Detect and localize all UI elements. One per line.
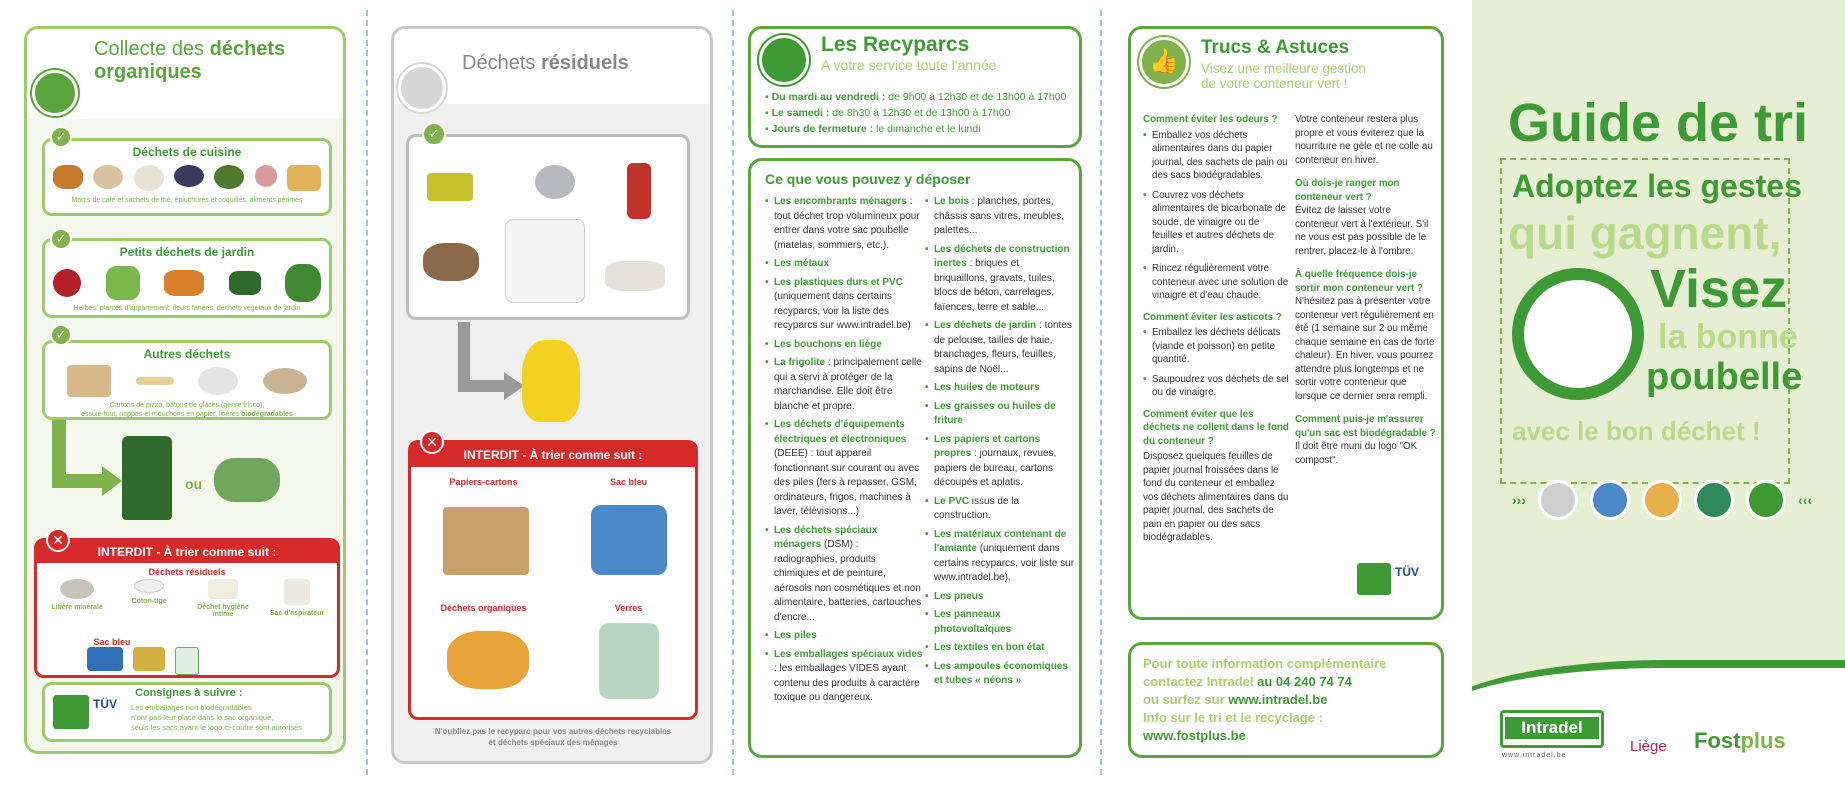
q-storage: Où dois-je ranger mon conteneur vert ? (1295, 178, 1400, 203)
contact-phone[interactable]: au 04 240 74 74 (1257, 674, 1352, 689)
check-icon-residual: ✓ (422, 122, 446, 146)
arrow-head (102, 466, 122, 496)
fold-line-2 (732, 10, 734, 775)
sandwich-icon (287, 165, 321, 191)
mineral-litter-icon (60, 579, 94, 599)
vegetable-peel-icon (214, 165, 244, 189)
deposit-item-label: Les déchets de construction inertes (934, 243, 1070, 269)
tips-col-right (1295, 113, 1437, 467)
vacuum-bag-icon (284, 579, 310, 605)
milk-carton-icon (175, 647, 199, 675)
forbidden-item (47, 579, 107, 618)
odors-list (1143, 129, 1291, 303)
caption-line-2-bold: biodégradables (241, 411, 293, 418)
recyparcs-title: Les Recyparcs (821, 33, 970, 56)
tuv-logo: TÜV (93, 697, 117, 711)
organic-forbidden-title: INTERDIT - À trier comme suit : (37, 541, 337, 563)
ok-compost-logo-2 (1357, 563, 1391, 595)
footer-line-2: et déchets spéciaux des ménages (488, 738, 618, 747)
fold-line-3 (1100, 10, 1102, 775)
green-bin-icon (122, 436, 172, 520)
mussel-icon (174, 165, 204, 187)
residual-footer (408, 726, 698, 748)
plastic-tray-icon (87, 647, 123, 671)
deposit-item (765, 629, 923, 644)
q-odors: Comment éviter les odeurs ? (1143, 114, 1278, 125)
deposit-item-label: Les pneus (934, 590, 984, 602)
tissue-icon (198, 367, 238, 395)
contact-text (1143, 655, 1386, 745)
panel-residual (388, 0, 718, 785)
plus-text: plus (1740, 728, 1786, 753)
contact-intradel: contactez Intradel (1143, 674, 1258, 689)
forbidden-item-label: Coton-tige (131, 598, 167, 605)
hours-value: de 8h30 à 12h30 et de 13h00 à 17h00 (829, 107, 1011, 119)
yellow-bag-icon (522, 340, 580, 422)
deposit-item (925, 495, 1075, 524)
tips-title: Trucs & Astuces (1201, 37, 1350, 58)
deposit-item-text: : les emballages VIDES ayant contenu des produits à caractère toxique ou dangereux. (774, 663, 920, 703)
forbidden-item (191, 579, 255, 618)
q-biodegradable: Comment puis-je m'assurer qu'un sac est biodégradable ? (1295, 414, 1436, 439)
cover-line-2: qui gagnent, (1508, 207, 1782, 259)
vacuum-bag-residual-icon (505, 219, 585, 303)
frequency-answer: N'hésitez pas à présenter votre conteneur vert régulièrement en été (1 semaine sur 2 ou même chaque semaine en cas de forte chaleur). En hiver, vous pourrez attendre plus longtemps et ne sortir votre conteneur que lorsque ce dernier sera rempli. (1295, 296, 1435, 402)
deposit-item (925, 590, 1075, 605)
residual-arrow-head (504, 372, 524, 400)
hours-value: de 9h00 à 12h30 et de 13h00 à 17h00 (885, 91, 1067, 103)
recyparc-icon (759, 35, 809, 85)
contact-box (1128, 642, 1444, 758)
residual-forbidden-box (408, 440, 698, 720)
forbidden-item-label: Déchet hygiène intime (197, 604, 249, 618)
residual-title-a: Déchets (462, 52, 541, 74)
tips-col-left (1143, 113, 1291, 545)
residual-subtitle: Déchets résiduels (148, 567, 226, 577)
contact-line (1143, 691, 1386, 709)
residual-items-box (406, 134, 690, 320)
tip-item: • Couvrez vos déchets alimentaires de bicarbonate de soude, de vinaigre ou de feuilles et autres déchets de jardin. (1143, 189, 1291, 257)
deposit-item-text: : tontes de pelouse, tailles de haie, branchages, fleurs, feuilles, sapins de Noël... (934, 320, 1072, 375)
panel-tips (1124, 0, 1446, 785)
shoe-icon (423, 243, 479, 281)
kitchen-waste-box (42, 138, 332, 216)
deposit-item-text: : tout déchet trop volumineux pour entrer dans votre sac poubelle (matelas, sommiers, etc.). (774, 196, 920, 251)
fostplus-logo (1694, 728, 1786, 754)
branch-icon (229, 271, 261, 295)
tip-item: • Rincez régulièrement votre conteneur avec une solution de vinaigre et d'eau chaude. (1143, 262, 1291, 303)
garden-waste-box (42, 238, 332, 318)
thumbs-up-icon: 👍 (1139, 37, 1189, 87)
cover-line-5: poubelle (1646, 356, 1803, 398)
hours-row: • Jours de fermeture : le dimanche et le lundi (765, 123, 981, 135)
leaf-hand-icon (32, 70, 78, 116)
pmc-icon (1590, 480, 1630, 520)
hours-row: • Le samedi : de 8h30 à 12h30 et de 13h00 à 17h00 (765, 107, 1011, 119)
kitchen-waste-images (53, 165, 321, 193)
deposit-item (925, 381, 1075, 396)
tuv-logo-2: TÜV (1395, 565, 1419, 579)
deposit-title: Ce que vous pouvez y déposer (765, 171, 971, 187)
deposit-item (765, 648, 923, 706)
deposit-item-text: : principalement celle qui a servi à protéger de la marchandise. Elle doit être blanche et propre. (774, 357, 922, 412)
blue-bag-items-icon (591, 505, 667, 575)
forbidden-x-icon-2: ✕ (420, 430, 444, 454)
bag-roll-icon (214, 458, 280, 502)
organic-title (94, 38, 285, 84)
cover-title: Guide de tri (1508, 93, 1809, 153)
cover-line-4: la bonne (1658, 318, 1798, 356)
deposit-item-text: (uniquement dans certains recyparcs, voir la liste des recyparcs sur www.intradel.be) (774, 291, 911, 331)
deposit-item-label: Les matériaux contenant de l'amiante (934, 528, 1067, 554)
deposit-item-label: Les emballages spéciaux vides (774, 648, 923, 660)
residual-forbidden-title: INTERDIT - À trier comme suit : (411, 443, 695, 467)
deposit-item-text: (DEEE) : tout appareil fonctionnant sur courant ou avec des piles (fers à repasser, GSM, ordinateurs, frigos, machines à laver, télévisions...) (774, 448, 920, 517)
cat-paper-label: Papiers-cartons (449, 477, 518, 487)
blue-bag-images (87, 647, 199, 675)
residual-bag-icon (1538, 480, 1578, 520)
litter-icon (263, 368, 307, 394)
deposit-item-label: Les déchets de jardin (934, 320, 1037, 331)
sponge-icon (427, 173, 473, 201)
deposit-item (925, 433, 1075, 491)
forbidden-item (267, 579, 327, 618)
hygiene-item-icon (208, 579, 238, 599)
deposit-item (765, 276, 923, 334)
intradel-logo-text: Intradel (1505, 717, 1599, 739)
caption-line-2: essuie-tout, nappes et mouchoirs en papier, litières (81, 411, 240, 418)
forbidden-item-label: Sac d'aspirateur (269, 610, 325, 617)
deposit-item-label: Les déchets spéciaux ménagers (774, 524, 878, 550)
residual-arrow-horizontal (458, 380, 506, 392)
deposit-item (925, 528, 1075, 586)
tip-item: • Saupoudrez vos déchets de sel ou de vinaigre. (1143, 373, 1291, 400)
forbidden-x-icon: ✕ (46, 528, 70, 552)
ok-hand-icon (1512, 268, 1644, 400)
forbidden-item-label: Litière minérale (51, 604, 103, 611)
deposit-item-label: Les bouchons en liège (774, 338, 882, 350)
ok-compost-logo (53, 695, 89, 729)
deposit-list-col1 (765, 195, 923, 710)
deposit-item (765, 257, 923, 272)
deposit-item (925, 319, 1075, 377)
liege-logo: Liège (1630, 738, 1667, 755)
deposit-item-text: : planches, portes, châssis sans vitres, meubles, palettes... (934, 196, 1065, 236)
rules-line: seuls les sacs ayant le logo ci-contre sont autorisés (131, 723, 302, 732)
glass-icon (1694, 480, 1734, 520)
house-plant-icon (285, 264, 321, 302)
deposit-box (748, 158, 1082, 758)
forbidden-item (119, 579, 179, 618)
tip-item: • Emballez vos déchets alimentaires dans du papier journal, des sachets de pain ou des sacs biodégradables. (1143, 129, 1291, 183)
tip-item: • Emballez les déchets délicats (viande et poisson) en petite quantité. (1143, 326, 1291, 367)
cat-glass-label: Verres (614, 603, 643, 613)
footer-line-1: N'oubliez pas le recyparc pour vos autres déchets recyclables (434, 727, 672, 736)
check-icon-2: ✓ (50, 228, 72, 250)
title-part: Collecte des (94, 38, 210, 60)
ice-stick-icon (136, 377, 174, 385)
contact-line: Info sur le tri et le recyclage : (1143, 710, 1323, 725)
tea-bag-icon (93, 165, 123, 189)
deposit-item (765, 338, 923, 353)
deposit-item-label: Les papiers et cartons propres (934, 433, 1041, 459)
blue-bag-subtitle: Sac bleu (93, 637, 131, 647)
deposit-item-label: Les textiles en bon état (934, 642, 1045, 653)
panel-recyparcs (746, 0, 1086, 785)
garden-waste-title: Petits déchets de jardin (119, 245, 255, 259)
caption-line-1: Cartons de pizza, bâtons de glaces (genre frisco), (109, 402, 265, 409)
recyparcs-subtitle: A votre service toute l'année (821, 57, 997, 73)
rules-text (131, 703, 302, 733)
gloves-icon (605, 261, 665, 291)
rules-line: Les emballages non biodégradables (131, 703, 252, 712)
deposit-item-label: Les métaux (774, 258, 830, 269)
garden-waste-images (53, 263, 321, 303)
panel-organic (22, 0, 352, 785)
fost-text: Fost (1694, 728, 1741, 753)
deposit-item (925, 660, 1075, 689)
q-maggots: Comment éviter les asticots ? (1143, 311, 1282, 323)
fostplus-link[interactable]: www.fostplus.be (1143, 728, 1246, 743)
can-icon (133, 647, 165, 671)
grass-icon (106, 266, 140, 300)
q-frequency: À quelle fréquence dois-je sortir mon conteneur vert ? (1295, 269, 1423, 294)
paper-icon (1642, 480, 1682, 520)
chevrons-right-icon: ‹‹‹ (1798, 492, 1812, 508)
ou-label: ou (185, 476, 203, 492)
deposit-item (765, 356, 923, 414)
rules-box (42, 682, 332, 742)
deposit-item-label: Les encombrants ménagers (774, 196, 907, 207)
intradel-url: www.intradel.be (1502, 752, 1567, 759)
residual-title (462, 52, 629, 75)
trash-bag-icon (398, 64, 446, 112)
cotton-swab-icon (134, 579, 164, 593)
panel-cover (1472, 0, 1845, 785)
deposit-item-label: Les ampoules économiques et tubes « néons » (934, 660, 1068, 686)
residual-title-b: résiduels (540, 52, 629, 74)
hours-list (765, 89, 1066, 137)
fold-line-1 (366, 10, 368, 775)
deposit-item-text: (DSM) : radiographies, produits chimiques et de peinture, aérosols non cosmétiques et non alimentaire, batteries, cartouches d'encre... (774, 539, 922, 623)
residual-arrow-vertical (458, 322, 470, 382)
organic-forbidden-box (34, 538, 340, 678)
rose-icon (53, 269, 81, 297)
chevrons-left-icon: ››› (1512, 492, 1526, 508)
title-part-bold: déchets (209, 38, 286, 60)
deposit-item-label: Les déchets d'équipements électriques et électroniques (774, 419, 907, 445)
hours-value: le dimanche et le lundi (873, 123, 981, 135)
rules-line: n'ont pas leur place dans le sac organique, (131, 713, 274, 722)
tips-box (1128, 26, 1444, 620)
deposit-item-text: : journaux, revues, papiers de bureau, cartons découpés et aplatis. (934, 448, 1057, 488)
deposit-item-label: Les graisses ou huiles de friture (934, 400, 1056, 426)
cat-organic-label: Déchets organiques (440, 603, 527, 613)
deposit-item-label: Le bois (934, 196, 970, 207)
chips-can-icon (627, 163, 651, 219)
forbidden-items-row (47, 579, 327, 618)
leaves-icon (164, 270, 204, 296)
other-waste-title: Autres déchets (143, 347, 231, 361)
cat-bluebag-label: Sac bleu (609, 477, 647, 487)
intradel-link[interactable]: www.intradel.be (1228, 692, 1328, 707)
other-waste-caption (45, 401, 329, 419)
rules-title: Consignes à suivre : (135, 687, 243, 699)
tip-answer: Votre conteneur restera plus propre et vous éviterez que la nourriture ne gèle et ne colle au conteneur en hiver. (1295, 114, 1433, 166)
arrow-down-right (52, 420, 66, 482)
check-icon-3: ✓ (50, 324, 72, 346)
cover-line-6: avec le bon déchet ! (1512, 416, 1761, 446)
organic-icon (1746, 480, 1786, 520)
deposit-item (925, 400, 1075, 429)
deposit-item (765, 418, 923, 520)
tips-subtitle-2: de votre conteneur vert ! (1201, 76, 1348, 91)
sticking-answer: Disposez quelques feuilles de papier journal froissées dans le fond du conteneur et emballez vos déchets alimentaires dans du papier journal, des sachets de pain en papier ou des sacs biodégradables. (1143, 451, 1289, 543)
cover-line-3: Visez (1650, 259, 1788, 319)
recyparcs-header-box (748, 26, 1082, 148)
pizza-box-icon (67, 365, 111, 397)
deposit-item (925, 195, 1075, 239)
check-icon: ✓ (50, 126, 72, 148)
other-waste-box (42, 340, 332, 420)
tips-subtitle-1: Visez une meilleure gestion (1201, 61, 1366, 76)
biodegradable-answer: Il doit être muni du logo "OK compost". (1295, 441, 1418, 466)
meat-icon (255, 165, 277, 187)
deposit-item (925, 243, 1075, 316)
other-waste-images (55, 363, 319, 399)
hours-label: Le samedi : (771, 107, 830, 119)
bottles-icon (599, 623, 659, 699)
contact-line (1143, 673, 1386, 691)
deposit-item (765, 195, 923, 253)
category-icons-row (1512, 480, 1812, 520)
deposit-item-label: Les plastiques durs et PVC (774, 276, 903, 288)
eggshell-icon (134, 165, 164, 191)
hours-label: Du mardi au vendredi : (771, 91, 886, 103)
kitchen-waste-caption: Marcs de café et sachets de thé, épluchures et coquilles, aliments périmés (71, 197, 303, 204)
cover-line-1: Adoptez les gestes (1512, 168, 1802, 204)
tips-subtitle (1201, 61, 1366, 91)
deposit-item (925, 641, 1075, 656)
kitchen-waste-title: Déchets de cuisine (132, 145, 242, 159)
contact-web-label: ou surfez sur (1143, 692, 1229, 707)
deposit-item-label: Le PVC (934, 495, 970, 507)
coffee-icon (53, 165, 83, 189)
deposit-item-text: : briques et briquaillons, gravats, tuiles, blocs de béton, carrelages, faïences, terre et sable... (934, 258, 1055, 313)
intradel-logo (1500, 710, 1604, 748)
garden-waste-caption: Herbes, plantes d'appartement, fleurs fanées, déchets végétaux de jardin (73, 305, 301, 312)
foil-ball-icon (535, 165, 575, 199)
deposit-item-text: (uniquement dans certains recyparcs, voir liste sur www.intradel.be). (934, 543, 1075, 583)
hours-row: • Du mardi au vendredi : de 9h00 à 12h30 et de 13h00 à 17h00 (765, 91, 1067, 103)
contact-line: Pour toute information complémentaire (1143, 656, 1387, 671)
q-sticking: Comment éviter que les déchets ne collent dans le fond du conteneur ? (1143, 408, 1289, 447)
deposit-item-label: La frigolite (774, 357, 826, 368)
deposit-item-text: issus de la construction. (934, 495, 1020, 521)
cardboard-box-icon (443, 507, 529, 575)
storage-answer: Évitez de laisser votre conteneur vert à l'extérieur. S'il ne vous est pas possible de le rentrer, placez-le à l'ombre. (1295, 205, 1429, 257)
deposit-item-label: Les huiles de moteurs (934, 382, 1040, 393)
deposit-item (925, 608, 1075, 637)
arrow-horizontal (52, 474, 104, 488)
deposit-item (765, 524, 923, 626)
title-part-bold-2: organiques (94, 61, 202, 83)
fruit-peels-icon (447, 631, 529, 689)
deposit-item-label: Les piles (774, 630, 817, 641)
deposit-list-col2 (925, 195, 1075, 693)
hours-label: Jours de fermeture : (771, 123, 874, 135)
deposit-item-label: Les panneaux photovoltaïques (934, 609, 1012, 635)
maggots-list (1143, 326, 1291, 400)
